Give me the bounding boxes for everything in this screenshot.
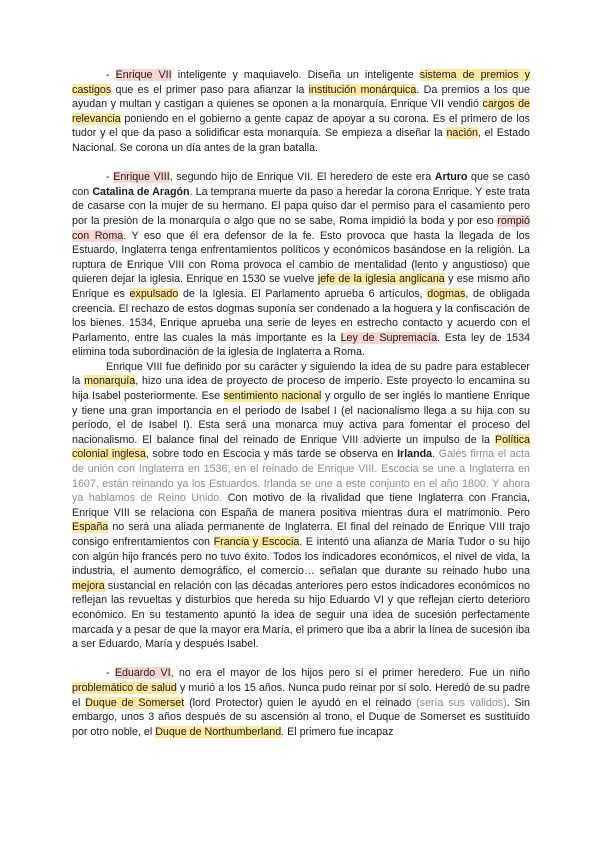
highlighted-term: expulsado	[129, 287, 179, 300]
highlighted-monarch: Enrique VII	[115, 69, 172, 81]
text-run: , de obligada creencia. El rechazo de estos dogmas suponía ser condenado a la hoguera y la confiscación de los bienes. 1534, Enrique aprueba una serie de leyes en estrecho contacto y acuerdo con el Parlamento, entre las cuales la más importante es la	[72, 287, 530, 344]
document-body	[72, 68, 530, 739]
text-run: (lord Protector) quien le ayudó en el reinado	[184, 696, 417, 709]
text-run: . Y eso que él era defensor de la fe. Esto provoca que hasta la llegada de los Estuardo, Inglaterra tenga enfrentamientos políticos y económicos basándose en la religión. La ruptura de Enrique VIII con Roma provoca el cambio de mentalidad (lento y angustioso) que quieren dejar la iglesia. Enrique en 1530 se vuelve	[72, 229, 530, 286]
text-run: . Esta ley de 1534 elimina toda subordinación de la iglesia de Inglaterra a Roma.	[72, 331, 531, 359]
text-run: . El primero fue incapaz	[281, 725, 394, 738]
text-run: Con motivo de la rivalidad que tiene Inglaterra con Francia, Enrique VIII se relaciona con España de manera positiva mientras dura el matrimonio. Pero	[72, 492, 530, 519]
text-run: -	[106, 171, 114, 184]
paragraph-enrique-viii	[72, 170, 530, 360]
text-run: , no era el mayor de los hijos pero sí el primer heredero. Fue un niño	[170, 667, 530, 680]
highlighted-monarch: rompió con Roma	[72, 214, 530, 242]
bold-term: Arturo	[434, 171, 468, 184]
text-run: -	[106, 667, 115, 680]
highlighted-term: nación	[446, 127, 478, 140]
highlighted-monarch: Eduardo VI	[114, 667, 171, 680]
text-run: . La temprana muerte da paso a heredar la corona Enrique. Y este trata de casarse con la mujer de su hermano. El papa quiso dar el permiso para el casamiento pero por la presión de la monarquía o algo que no se sabe, Roma impidió la boda y por eso	[72, 185, 530, 227]
text-run: inteligente y maquiavelo. Diseña un inteligente	[171, 69, 420, 81]
text-run: , hizo una idea de proyecto de proceso de imperio. Este proyecto lo encamina su hija Isabel posteriormente. Ese	[72, 375, 530, 403]
text-run: , el Estado Nacional. Se corona un día antes de la gran batalla.	[72, 127, 530, 154]
text-run: Enrique VIII fue definido por su carácter y siguiendo la idea de su padre para establecer la	[72, 360, 530, 388]
bold-term: Irlanda	[397, 448, 433, 461]
highlighted-term: institución monárquica	[308, 83, 417, 96]
highlighted-term: Duque de Northumberland	[155, 725, 282, 738]
highlighted-term: Política colonial inglesa	[72, 433, 530, 461]
highlighted-term: monarquía	[84, 375, 136, 388]
text-run: poniendo en el gobierno a gente capaz de apoyar a su corona. Es el primero de los tudor y el que da paso a solidificar esta monarquía. Se empieza a diseñar la	[72, 112, 530, 140]
highlighted-term: sentimiento nacional	[223, 390, 322, 403]
bold-term: Catalina de Aragón	[92, 185, 190, 198]
text-run: -	[106, 69, 116, 81]
text-run: . Sin embargo, unos 3 años después de su ascensión al trono, el Duque de Somerset es sustituido por otro noble, el	[72, 696, 530, 738]
gray-note: Galés firma el acta de unión con Inglaterra en 1536, en el reinado de Enrique VIII. Escocia se une a Inglaterra en 1607, están reinando ya los Estuardos. Irlanda se une a este conjunto en el año 1800. Y ahora ya hablamos de Reino Unido.	[72, 448, 530, 505]
text-run: que se casó con	[72, 171, 530, 198]
highlighted-term: cargos de relevancia	[72, 98, 531, 125]
highlighted-term: España	[72, 521, 109, 534]
text-run: que es el primer paso para afianzar la	[111, 83, 309, 96]
text-run: y ese mismo año Enrique es	[72, 273, 530, 300]
paragraph-eduardo-vi	[72, 666, 530, 739]
highlighted-monarch: Ley de Supremacía	[340, 331, 438, 344]
text-run: sustancial en relación con las décadas anteriores pero estos indicadores económicos no reflejan las revueltas y disturbios que hereda su hijo Eduardo VI y que reflejan cierto deterioro económico. En su testamento apuntó la idea de seguir una idea de sucesión perfectamente marcada y a pesar de que la mayor era María, el primero que iba a abrir la línea de sucesión iba a ser Eduardo, María y después Isabel.	[72, 579, 530, 651]
highlighted-term: mejora	[72, 579, 105, 592]
highlighted-term: jefe de la iglesia anglicana	[317, 273, 445, 286]
highlighted-term: dogmas	[427, 287, 466, 300]
text-run: y orgullo de ser inglés lo mantiene Enrique y tiene una gran importancia en el periodo de Isabel I (el nacionalismo llega a su hija con su período, el de Isabel I). Esta será una monarca muy activa para fomentar el proceso del nacionalismo. El balance final del reinado de Enrique VIII advierte un impulso de la	[72, 390, 530, 446]
text-run: y murió a los 15 años. Nunca pudo reinar por sí solo. Heredó de su padre el	[72, 681, 530, 709]
text-run: , segundo hijo de Enrique VII. El heredero de este era	[169, 171, 435, 184]
highlighted-term: problemático de salud	[72, 681, 177, 694]
highlighted-monarch: Enrique VIII	[113, 171, 170, 184]
text-run: , sobre todo en Escocia y más tarde se observa en	[145, 448, 398, 461]
highlighted-term: Duque de Somerset	[85, 696, 185, 709]
gray-note: (sería sus validos)	[416, 696, 507, 709]
text-run: . Da premios a los que ayudan y multan y castigan a quienes se oponen a la monarquía. Enrique VII vendió	[72, 83, 530, 111]
paragraph-enrique-viii-legacy	[72, 360, 530, 652]
text-run: no será una aliada permanente de Inglaterra. El final del reinado de Enrique VIII trajo consigo enfrentamientos con	[72, 521, 530, 548]
text-run: . E intentó una alianza de María Tudor o su hijo con algún hijo francés pero no tuvo éxito. Todos los indicadores económicos, el nivel de vida, la industria, el aumento demográfico, el comercio… señalan que durante su reinado hubo una	[72, 536, 531, 578]
highlighted-term: sistema de premios y castigos	[72, 69, 531, 96]
text-run: de la Iglesia. El Parlamento aprueba 6 artículos,	[178, 287, 428, 300]
highlighted-term: Francia y Escocia	[213, 536, 300, 548]
paragraph-enrique-vii	[72, 68, 530, 156]
text-run: .	[432, 448, 439, 461]
